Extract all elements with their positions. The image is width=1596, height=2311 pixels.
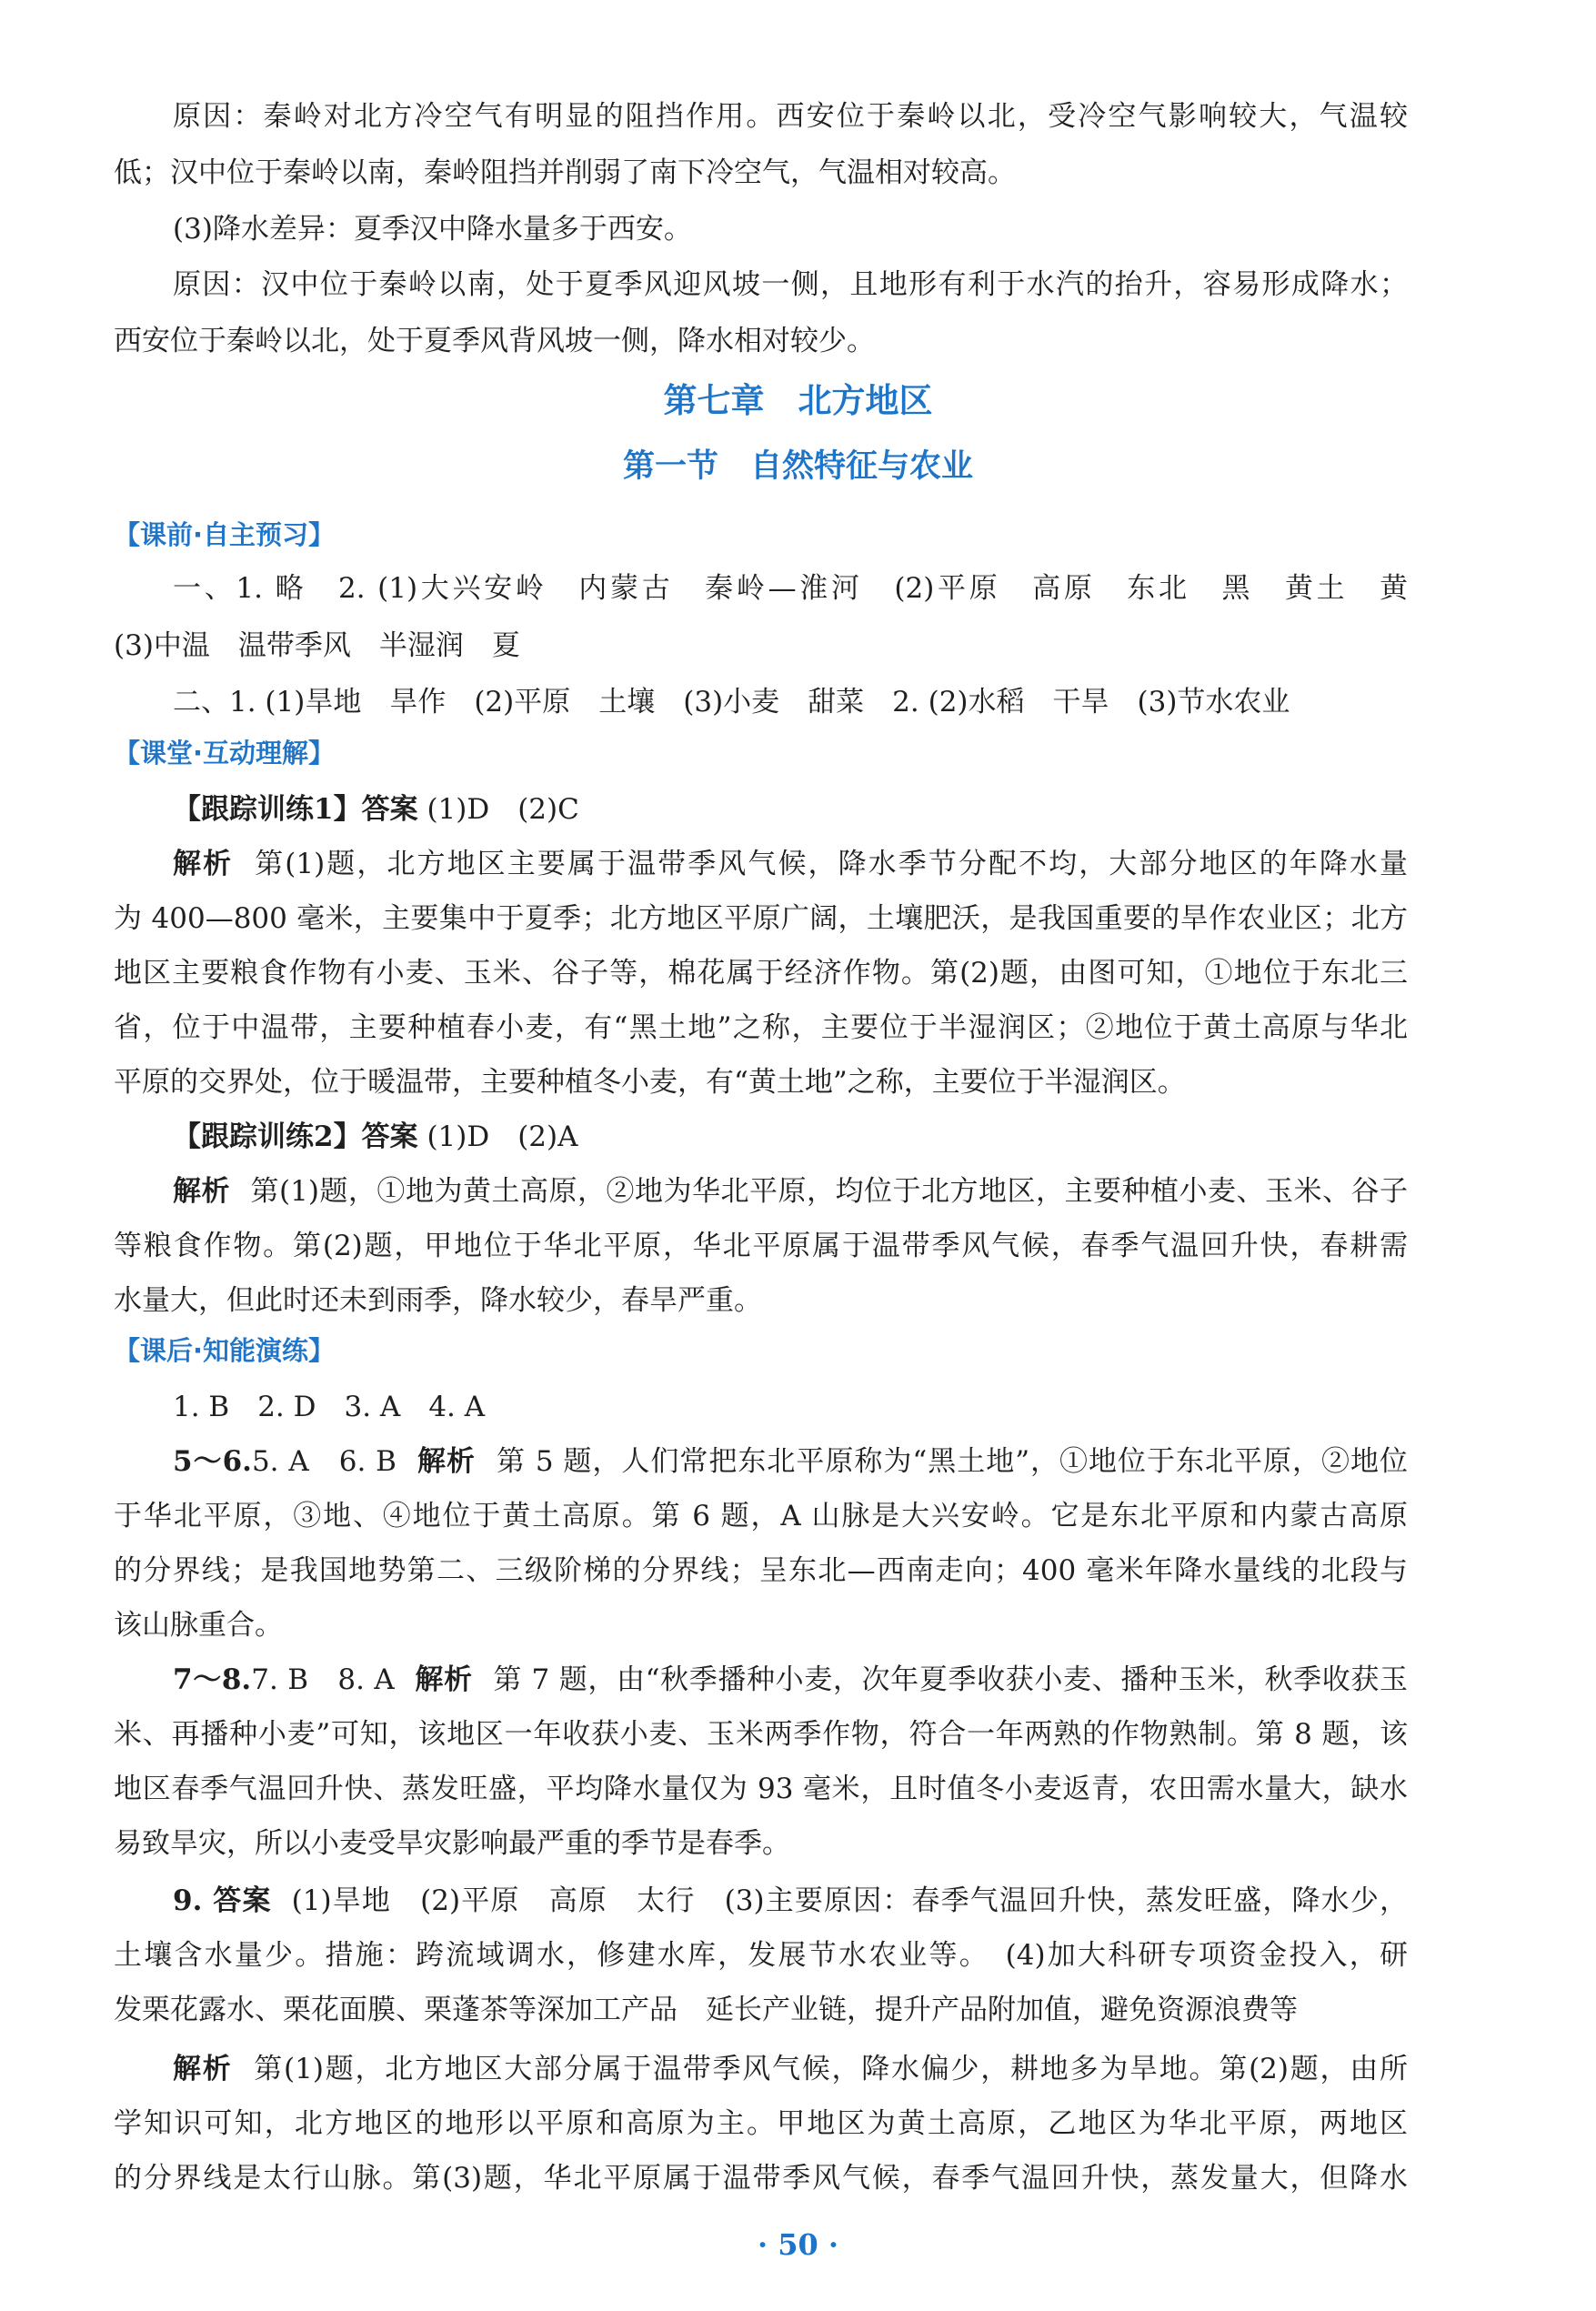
- intro-line-3: (3)降水差异：夏季汉中降水量多于西安。: [173, 213, 692, 246]
- t2-answer-line: [173, 1119, 1408, 1155]
- section-title: 第一节 自然特征与农业: [622, 448, 973, 485]
- q9-line-1: [173, 1883, 1408, 1919]
- q1-4-answers: 1. B 2. D 3. A 4. A: [173, 1391, 486, 1423]
- t2-explain-line-3: 水量大，但此时还未到雨季，降水较少，春旱严重。: [114, 1284, 762, 1317]
- t1-explain-text-1: 第(1)题，北方地区主要属于温带季风气候，降水季节分配不均，大部分地区的年降水量: [253, 848, 1408, 880]
- q5-6-line-1: [173, 1443, 1408, 1480]
- section-header-preview: 【课前·自主预习】: [114, 519, 336, 550]
- q5-6-heading: 5～6.: [173, 1445, 252, 1478]
- q7-8-answers: 7. B 8. A: [251, 1663, 395, 1696]
- page-number: · 50 ·: [757, 2227, 839, 2262]
- t1-explain-label: 解析: [173, 848, 234, 880]
- q5-6-line-3: 的分界线；是我国地势第二、三级阶梯的分界线；呈东北—西南走向；400 毫米年降水量线的北段与: [114, 1554, 1408, 1587]
- t1-explain-line-5: 平原的交界处，位于暖温带，主要种植冬小麦，有“黄土地”之称，主要位于半湿润区。: [114, 1066, 1186, 1099]
- t1-answer-line: [173, 791, 1408, 828]
- q9-explain-text-1: 第(1)题，北方地区大部分属于温带季风气候，降水偏少，耕地多为旱地。第(2)题，由所: [252, 2053, 1408, 2085]
- q5-6-explain-label: 解析: [416, 1445, 476, 1478]
- q9-answer-1: (1)旱地 (2)平原 高原 太行 (3)主要原因：春季气温回升快，蒸发旺盛，降水少，: [291, 1884, 1408, 1917]
- intro-line-1: 原因：秦岭对北方冷空气有明显的阻挡作用。西安位于秦岭以北，受冷空气影响较大，气温较: [173, 100, 1408, 133]
- q9-explain-line-3: 的分界线是太行山脉。第(3)题，华北平原属于温带季风气候，春季气温回升快，蒸发量大，但降水: [114, 2162, 1408, 2195]
- q5-6-explain-1: 第 5 题，人们常把东北平原称为“黑土地”，①地位于东北平原，②地位: [495, 1445, 1409, 1478]
- q5-6-answers: 5. A 6. B: [251, 1445, 396, 1478]
- q9-line-3: 发栗花露水、栗花面膜、栗蓬茶等深加工产品 延长产业链，提升产品附加值，避免资源浪费等: [114, 1994, 1298, 2026]
- section-header-classroom: 【课堂·互动理解】: [114, 738, 336, 769]
- chapter-title: 第七章 北方地区: [663, 381, 933, 420]
- intro-line-2: 低；汉中位于秦岭以南，秦岭阻挡并削弱了南下冷空气，气温相对较高。: [114, 156, 1016, 189]
- sec1-line-1: 一、1. 略 2. (1)大兴安岭 内蒙古 秦岭—淮河 (2)平原 高原 东北 黑 黄土 黄: [173, 572, 1408, 605]
- section-header-after-class: 【课后·知能演练】: [114, 1335, 336, 1366]
- t1-explain-line-1: [173, 846, 1408, 882]
- q7-8-explain-label: 解析: [414, 1663, 473, 1696]
- q5-6-line-2: 于华北平原，③地、④地位于黄土高原。第 6 题，A 山脉是大兴安岭。它是东北平原和内蒙古高原: [114, 1500, 1408, 1532]
- t1-heading: 【跟踪训练1】答案: [173, 793, 418, 826]
- t1-answer: (1)D (2)C: [427, 793, 579, 826]
- t2-explain-line-2: 等粮食作物。第(2)题，甲地位于华北平原，华北平原属于温带季风气候，春季气温回升快，春耕需: [114, 1230, 1408, 1262]
- q7-8-heading: 7～8.: [173, 1663, 252, 1696]
- q7-8-explain-1: 第 7 题，由“秋季播种小麦，次年夏季收获小麦、播种玉米，秋季收获玉: [492, 1663, 1409, 1696]
- q9-explain-line-1: [173, 2051, 1408, 2087]
- t1-explain-line-4: 省，位于中温带，主要种植春小麦，有“黑土地”之称，主要位于半湿润区；②地位于黄土高原与华北: [114, 1011, 1408, 1044]
- t2-explain-line-1: [173, 1173, 1408, 1210]
- q7-8-line-1: [173, 1662, 1408, 1698]
- sec1-line-3: 二、1. (1)旱地 旱作 (2)平原 土壤 (3)小麦 甜菜 2. (2)水稻 干旱 (3)节水农业: [173, 686, 1290, 718]
- q9-explain-line-2: 学知识可知，北方地区的地形以平原和高原为主。甲地区为黄土高原，乙地区为华北平原，两地区: [114, 2107, 1408, 2140]
- q9-heading: 9. 答案: [173, 1884, 272, 1917]
- t2-explain-text-1: 第(1)题，①地为黄土高原，②地为华北平原，均位于北方地区，主要种植小麦、玉米、谷子: [250, 1175, 1408, 1208]
- intro-line-4: 原因：汉中位于秦岭以南，处于夏季风迎风坡一侧，且地形有利于水汽的抬升，容易形成降水；: [173, 268, 1408, 301]
- t1-explain-line-2: 为 400—800 毫米，主要集中于夏季；北方地区平原广阔，土壤肥沃，是我国重要的旱作农业区；北方: [114, 902, 1408, 935]
- t2-heading: 【跟踪训练2】答案: [173, 1120, 418, 1153]
- q5-6-line-4: 该山脉重合。: [114, 1609, 283, 1642]
- intro-line-5: 西安位于秦岭以北，处于夏季风背风坡一侧，降水相对较少。: [114, 325, 875, 357]
- q9-explain-label: 解析: [173, 2053, 233, 2085]
- q7-8-line-4: 易致旱灾，所以小麦受旱灾影响最严重的季节是春季。: [114, 1827, 790, 1860]
- q9-line-2: 土壤含水量少。措施：跨流域调水，修建水库，发展节水农业等。 (4)加大科研专项资金投入，研: [114, 1939, 1408, 1972]
- t2-answer: (1)D (2)A: [427, 1120, 578, 1153]
- t1-explain-line-3: 地区主要粮食作物有小麦、玉米、谷子等，棉花属于经济作物。第(2)题，由图可知，①地位于东北三: [114, 957, 1408, 990]
- sec1-line-2: (3)中温 温带季风 半湿润 夏: [114, 629, 520, 662]
- q7-8-line-3: 地区春季气温回升快、蒸发旺盛，平均降水量仅为 93 毫米，且时值冬小麦返青，农田需水量大，缺水: [114, 1773, 1408, 1805]
- t2-explain-label: 解析: [173, 1175, 231, 1208]
- q7-8-line-2: 米、再播种小麦”可知，该地区一年收获小麦、玉米两季作物，符合一年两熟的作物熟制。第 8 题，该: [114, 1718, 1408, 1751]
